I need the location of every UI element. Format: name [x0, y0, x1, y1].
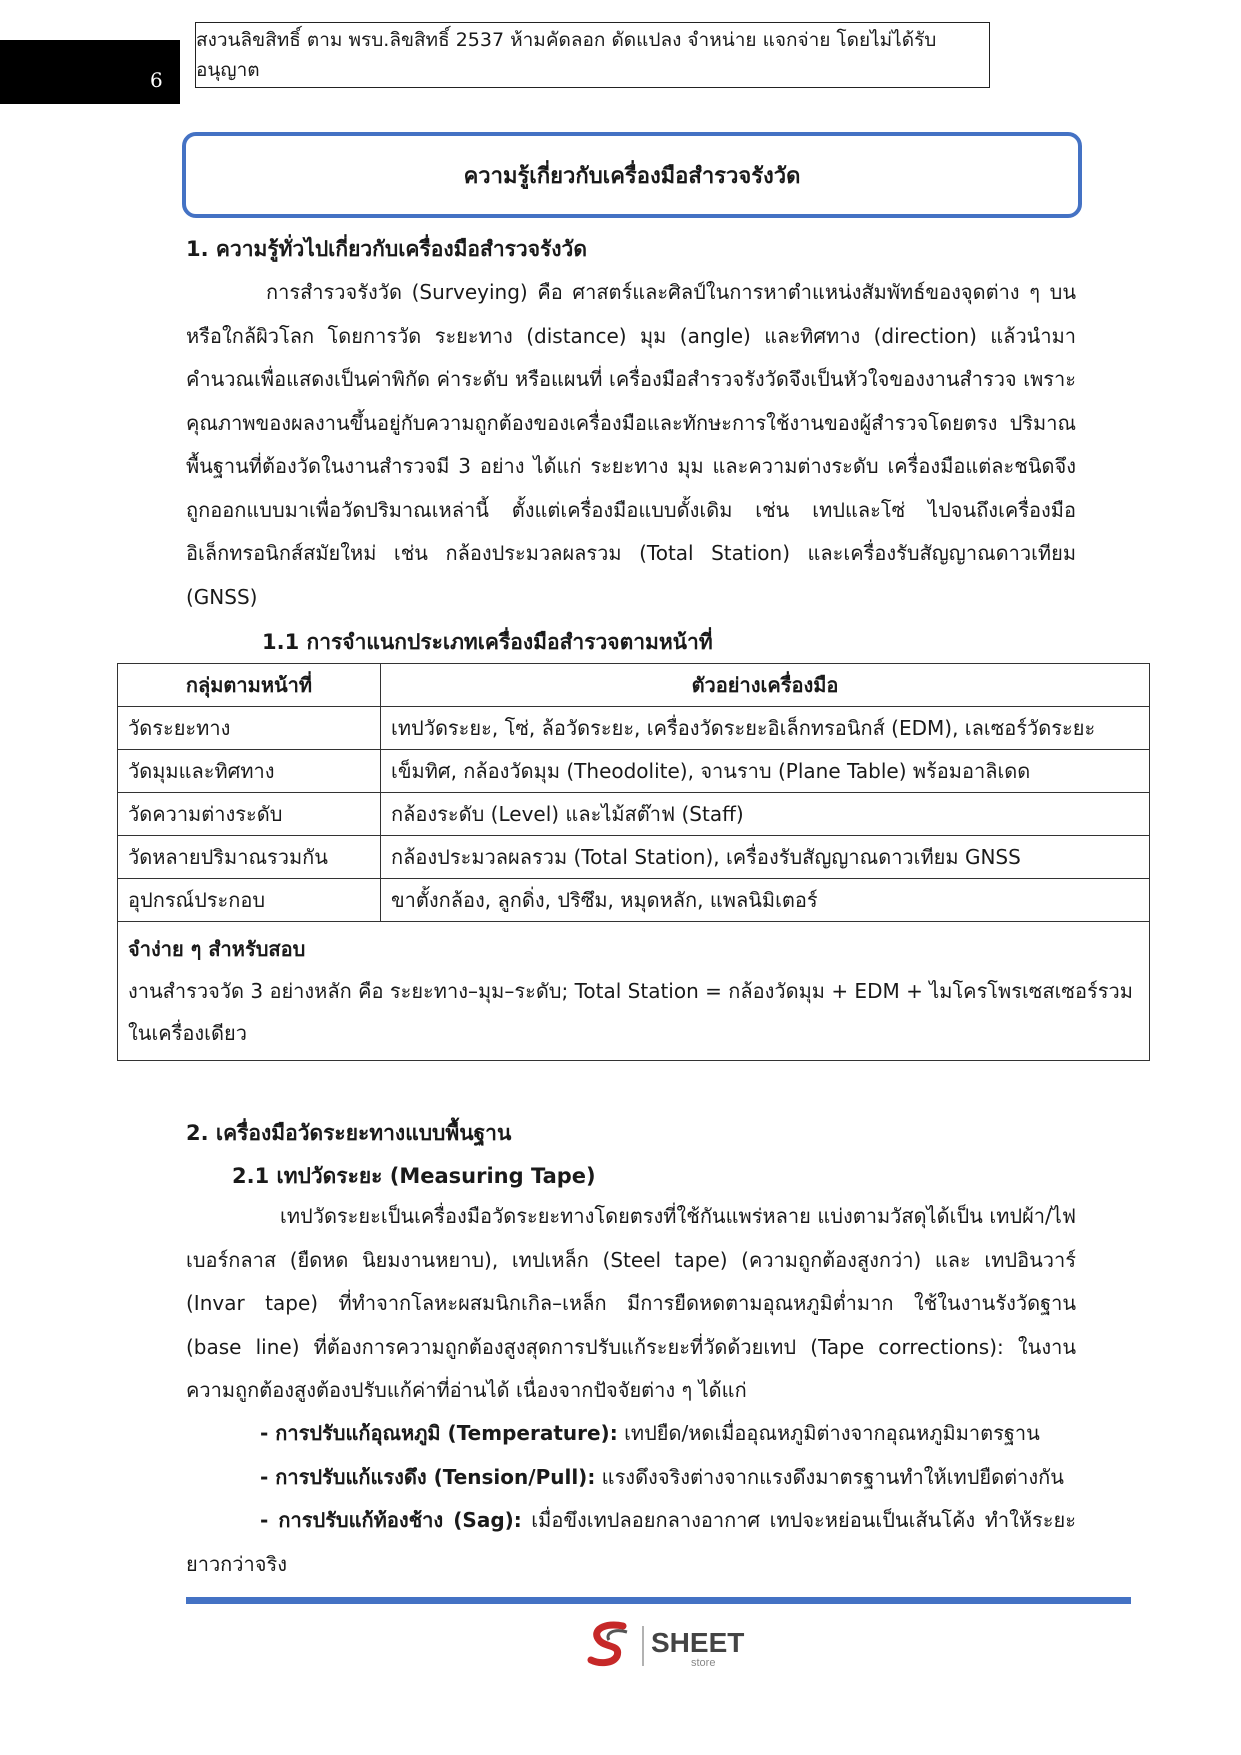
section-1-paragraph: การสำรวจรังวัด (Surveying) คือ ศาสตร์และศิลป์ในการหาตำแหน่งสัมพัทธ์ของจุดต่าง ๆ บนหรือใกล้ผิวโลก โดยการวัด ระยะทาง (distance) มุม (angle) และทิศทาง (direction) แล้วนำมาคำนวณเพื่อแสดงเป็นค่าพิกัด ค่าระดับ หรือแผนที่ เครื่องมือสำรวจรังวัดจึงเป็นหัวใจของงานสำรวจ เพราะคุณภาพของผลงานขึ้นอยู่กับความถูกต้องของเครื่องมือและทักษะการใช้งานของผู้สำรวจโดยตรง ปริมาณพื้นฐานที่ต้องวัดในงานสำรวจมี 3 อย่าง ได้แก่ ระยะทาง มุม และความต่างระดับ เครื่องมือแต่ละชนิดจึงถูกออกแบบมาเพื่อวัดปริมาณเหล่านี้ ตั้งแต่เครื่องมือแบบดั้งเดิม เช่น เทปและโซ่ ไปจนถึงเครื่องมืออิเล็กทรอนิกส์สมัยใหม่ เช่น กล้องประมวลผลรวม (Total Station) และเครื่องรับสัญญาณดาวเทียม (GNSS): [186, 280, 1076, 609]
table-cell: วัดความต่างระดับ: [118, 793, 381, 836]
page-number: 6: [150, 68, 163, 92]
table-row: [118, 879, 1150, 922]
section-2-paragraph: เทปวัดระยะเป็นเครื่องมือวัดระยะทางโดยตรงที่ใช้กันแพร่หลาย แบ่งตามวัสดุได้เป็น เทปผ้า/ไฟเบอร์กลาส (ยืดหด นิยมงานหยาบ), เทปเหล็ก (Steel tape) (ความถูกต้องสูงกว่า) และ เทปอินวาร์ (Invar tape) ที่ทำจากโลหะผสมนิกเกิล–เหล็ก มีการยืดหดตามอุณหภูมิต่ำมาก ใช้ในงานรังวัดฐาน (base line) ที่ต้องการความถูกต้องสูงสุดการปรับแก้ระยะที่วัดด้วยเทป (Tape corrections): ในงานความถูกต้องสูงต้องปรับแก้ค่าที่อ่านได้ เนื่องจากปัจจัยต่าง ๆ ได้แก่: [186, 1204, 1076, 1402]
exam-tip-title: จำง่าย ๆ สำหรับสอบ: [128, 937, 306, 961]
logo-icon: [585, 1620, 755, 1670]
table-row: [118, 836, 1150, 879]
table-cell: ขาตั้งกล้อง, ลูกดิ่ง, ปริซึม, หมุดหลัก, แพลนิมิเตอร์: [381, 879, 1150, 922]
instrument-table: [117, 663, 1150, 1061]
section-2-heading: 2. เครื่องมือวัดระยะทางแบบพื้นฐาน: [186, 1121, 512, 1145]
exam-tip-text: งานสำรวจวัด 3 อย่างหลัก คือ ระยะทาง–มุม–ระดับ; Total Station = กล้องวัดมุม + EDM + ไมโครโพรเซสเซอร์รวมในเครื่องเดียว: [128, 979, 1133, 1045]
table-cell: เข็มทิศ, กล้องวัดมุม (Theodolite), จานราบ (Plane Table) พร้อมอาลิเดด: [381, 750, 1150, 793]
list-item: - การปรับแก้แรงดึง (Tension/Pull): แรงดึงจริงต่างจากแรงดึงมาตรฐานทำให้เทปยืดต่างกัน: [260, 1464, 1064, 1489]
page-title: ความรู้เกี่ยวกับเครื่องมือสำรวจรังวัด: [182, 132, 1082, 218]
table-cell: วัดระยะทาง: [118, 707, 381, 750]
table-cell: วัดมุมและทิศทาง: [118, 750, 381, 793]
table-cell: กล้องประมวลผลรวม (Total Station), เครื่องรับสัญญาณดาวเทียม GNSS: [381, 836, 1150, 879]
copyright-notice: สงวนลิขสิทธิ์ ตาม พรบ.ลิขสิทธิ์ 2537 ห้ามคัดลอก ดัดแปลง จำหน่าย แจกจ่าย โดยไม่ได้รับอนุญาต: [195, 22, 990, 88]
list-item: - การปรับแก้อุณหภูมิ (Temperature): เทปยืด/หดเมื่ออุณหภูมิต่างจากอุณหภูมิมาตรฐาน: [260, 1421, 1040, 1445]
exam-tip: [118, 922, 1150, 1061]
table-cell: วัดหลายปริมาณรวมกัน: [118, 836, 381, 879]
section-1-heading: 1. ความรู้ทั่วไปเกี่ยวกับเครื่องมือสำรวจรังวัด: [186, 237, 587, 261]
table-header: กลุ่มตามหน้าที่: [118, 664, 381, 707]
section-2-1-heading: 2.1 เทปวัดระยะ (Measuring Tape): [232, 1164, 596, 1188]
footer-divider: [186, 1597, 1131, 1604]
sheet-store-logo: [585, 1620, 755, 1670]
exam-tip-row: [118, 922, 1150, 1061]
table-cell: อุปกรณ์ประกอบ: [118, 879, 381, 922]
svg-text:store: store: [691, 1657, 716, 1669]
table-row: [118, 793, 1150, 836]
table-cell: กล้องระดับ (Level) และไม้สต๊าฟ (Staff): [381, 793, 1150, 836]
correction-list: [186, 1412, 1076, 1586]
svg-text:SHEET: SHEET: [651, 1627, 745, 1658]
table-row: [118, 707, 1150, 750]
table-row: [118, 750, 1150, 793]
table-cell: เทปวัดระยะ, โซ่, ล้อวัดระยะ, เครื่องวัดระยะอิเล็กทรอนิกส์ (EDM), เลเซอร์วัดระยะ: [381, 707, 1150, 750]
list-item: - การปรับแก้ท้องช้าง (Sag): เมื่อขึงเทปลอยกลางอากาศ เทปจะหย่อนเป็นเส้นโค้ง ทำให้ระยะยาวกว่าจริง: [186, 1508, 1077, 1576]
section-1-1-heading: 1.1 การจำแนกประเภทเครื่องมือสำรวจตามหน้าที่: [262, 630, 713, 654]
table-header: ตัวอย่างเครื่องมือ: [381, 664, 1150, 707]
